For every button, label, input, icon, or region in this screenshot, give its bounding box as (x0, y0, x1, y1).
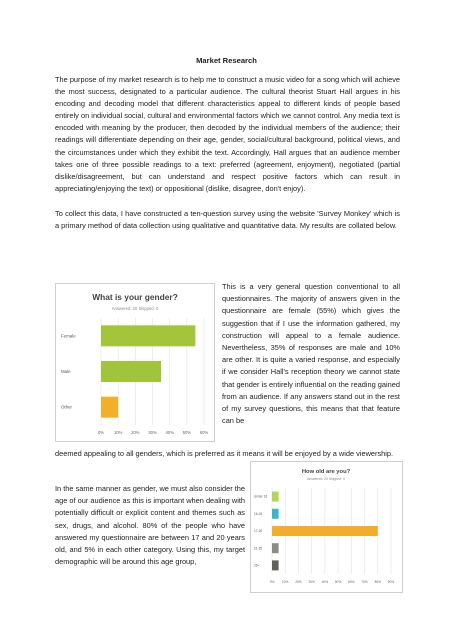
x-tick-label: 0% (269, 580, 275, 584)
category-label: Other (61, 404, 72, 410)
x-tick-label: 90% (387, 580, 395, 584)
bar (101, 325, 195, 346)
chart-title: How old are you? (301, 469, 351, 475)
paragraph-gender-analysis: This is a very general question conventional to all questionnaires. The majority of answers given in the questionnaire are female (55%) which gives the suggestion that if I use the information gathered, my construction will appeal to a female audience. Nevertheless, 35% of responses are male and 10% are other. It is quite a varied response, and especially if we consider Hall's reception theory we cannot state that gender is entirely influential on the reading gained from an audience. If any answers stand out in the rest of my survey questions, this means that that feature can be (222, 282, 400, 426)
x-tick-label: 40% (165, 430, 174, 435)
chart-subtitle: Answered: 20 Skipped: 0 (307, 477, 345, 481)
bar (101, 397, 118, 418)
x-tick-label: 50% (334, 580, 342, 584)
category-label: 26+ (254, 563, 260, 568)
bar (272, 509, 279, 519)
age-chart (250, 461, 403, 593)
chart-subtitle: Answered: 20 Skipped: 0 (111, 306, 159, 311)
paragraph-gender-conclusion: deemed appealing to all genders, which is preferred as it means it will be enjoyed by a wide viewership. (55, 449, 394, 458)
gender-chart-svg (56, 284, 214, 441)
category-label: Female (61, 333, 76, 339)
x-tick-label: 40% (321, 580, 329, 584)
category-label: 17-20 (254, 529, 263, 534)
x-tick-label: 80% (374, 580, 381, 584)
gender-chart (55, 283, 215, 442)
chart-title: What is your gender? (92, 292, 178, 302)
x-tick-label: 70% (361, 580, 368, 584)
paragraph-method: To collect this data, I have constructed a ten-question survey using the website 'Survey Monkey' which is a primary method of data collection using qualitative and quantitative data. My results are collated below. (55, 209, 400, 231)
x-tick-label: 60% (199, 430, 209, 435)
x-tick-label: 30% (308, 580, 315, 584)
category-label: Under 16 (254, 494, 268, 499)
bar (272, 492, 279, 502)
page-title: Market Research (196, 56, 257, 65)
bar (272, 526, 378, 536)
category-label: 21-25 (254, 546, 263, 551)
x-tick-label: 0% (97, 430, 105, 435)
paragraph-intro: The purpose of my market research is to help me to construct a music video for a song which will achieve the most success, designated to a particular audience. The cultural theorist Stuart Hall argues in his encoding and decoding model that different characteristics appeal to different kinds of people based entirely on individual social, cultural and environmental factors which we cannot control. Any media text is encoded with meaning by the producer, then decoded by the individual members of the audience; their readings will differentiate depending on their age, gender, social/cultural background, political views, and the circumstances under which they exhibit the text. Accordingly, Hall argues that an audience member takes one of three possible readings to a text: preferred (agreement, enjoyment), negotiated (partial dislike/disagreement, but can understand and respect positive factors which can result in appreciating/enjoying the text) or oppositional (dislike, disagree, don't enjoy). (55, 75, 400, 193)
x-tick-label: 60% (348, 580, 355, 584)
category-label: Male (61, 369, 71, 375)
x-tick-label: 30% (148, 430, 157, 435)
bar (272, 560, 279, 570)
age-chart-svg (251, 462, 402, 592)
x-tick-label: 20% (131, 430, 140, 435)
x-tick-label: 10% (113, 430, 123, 435)
bar (272, 543, 279, 553)
x-tick-label: 10% (282, 580, 289, 584)
x-tick-label: 20% (295, 580, 302, 584)
category-label: 16-16 (254, 511, 263, 516)
paragraph-age-analysis: In the same manner as gender, we must also consider the age of our audience as this is important when dealing with potentially difficult or explicit content and themes such as sex, drugs, and alcohol. 80% of the people who have answered my questionnaire are between 17 and 20 years old, and 5% in each other category. Using this, my target demographic will be around this age group, (55, 484, 245, 567)
x-tick-label: 50% (182, 430, 192, 435)
bar (101, 361, 161, 382)
